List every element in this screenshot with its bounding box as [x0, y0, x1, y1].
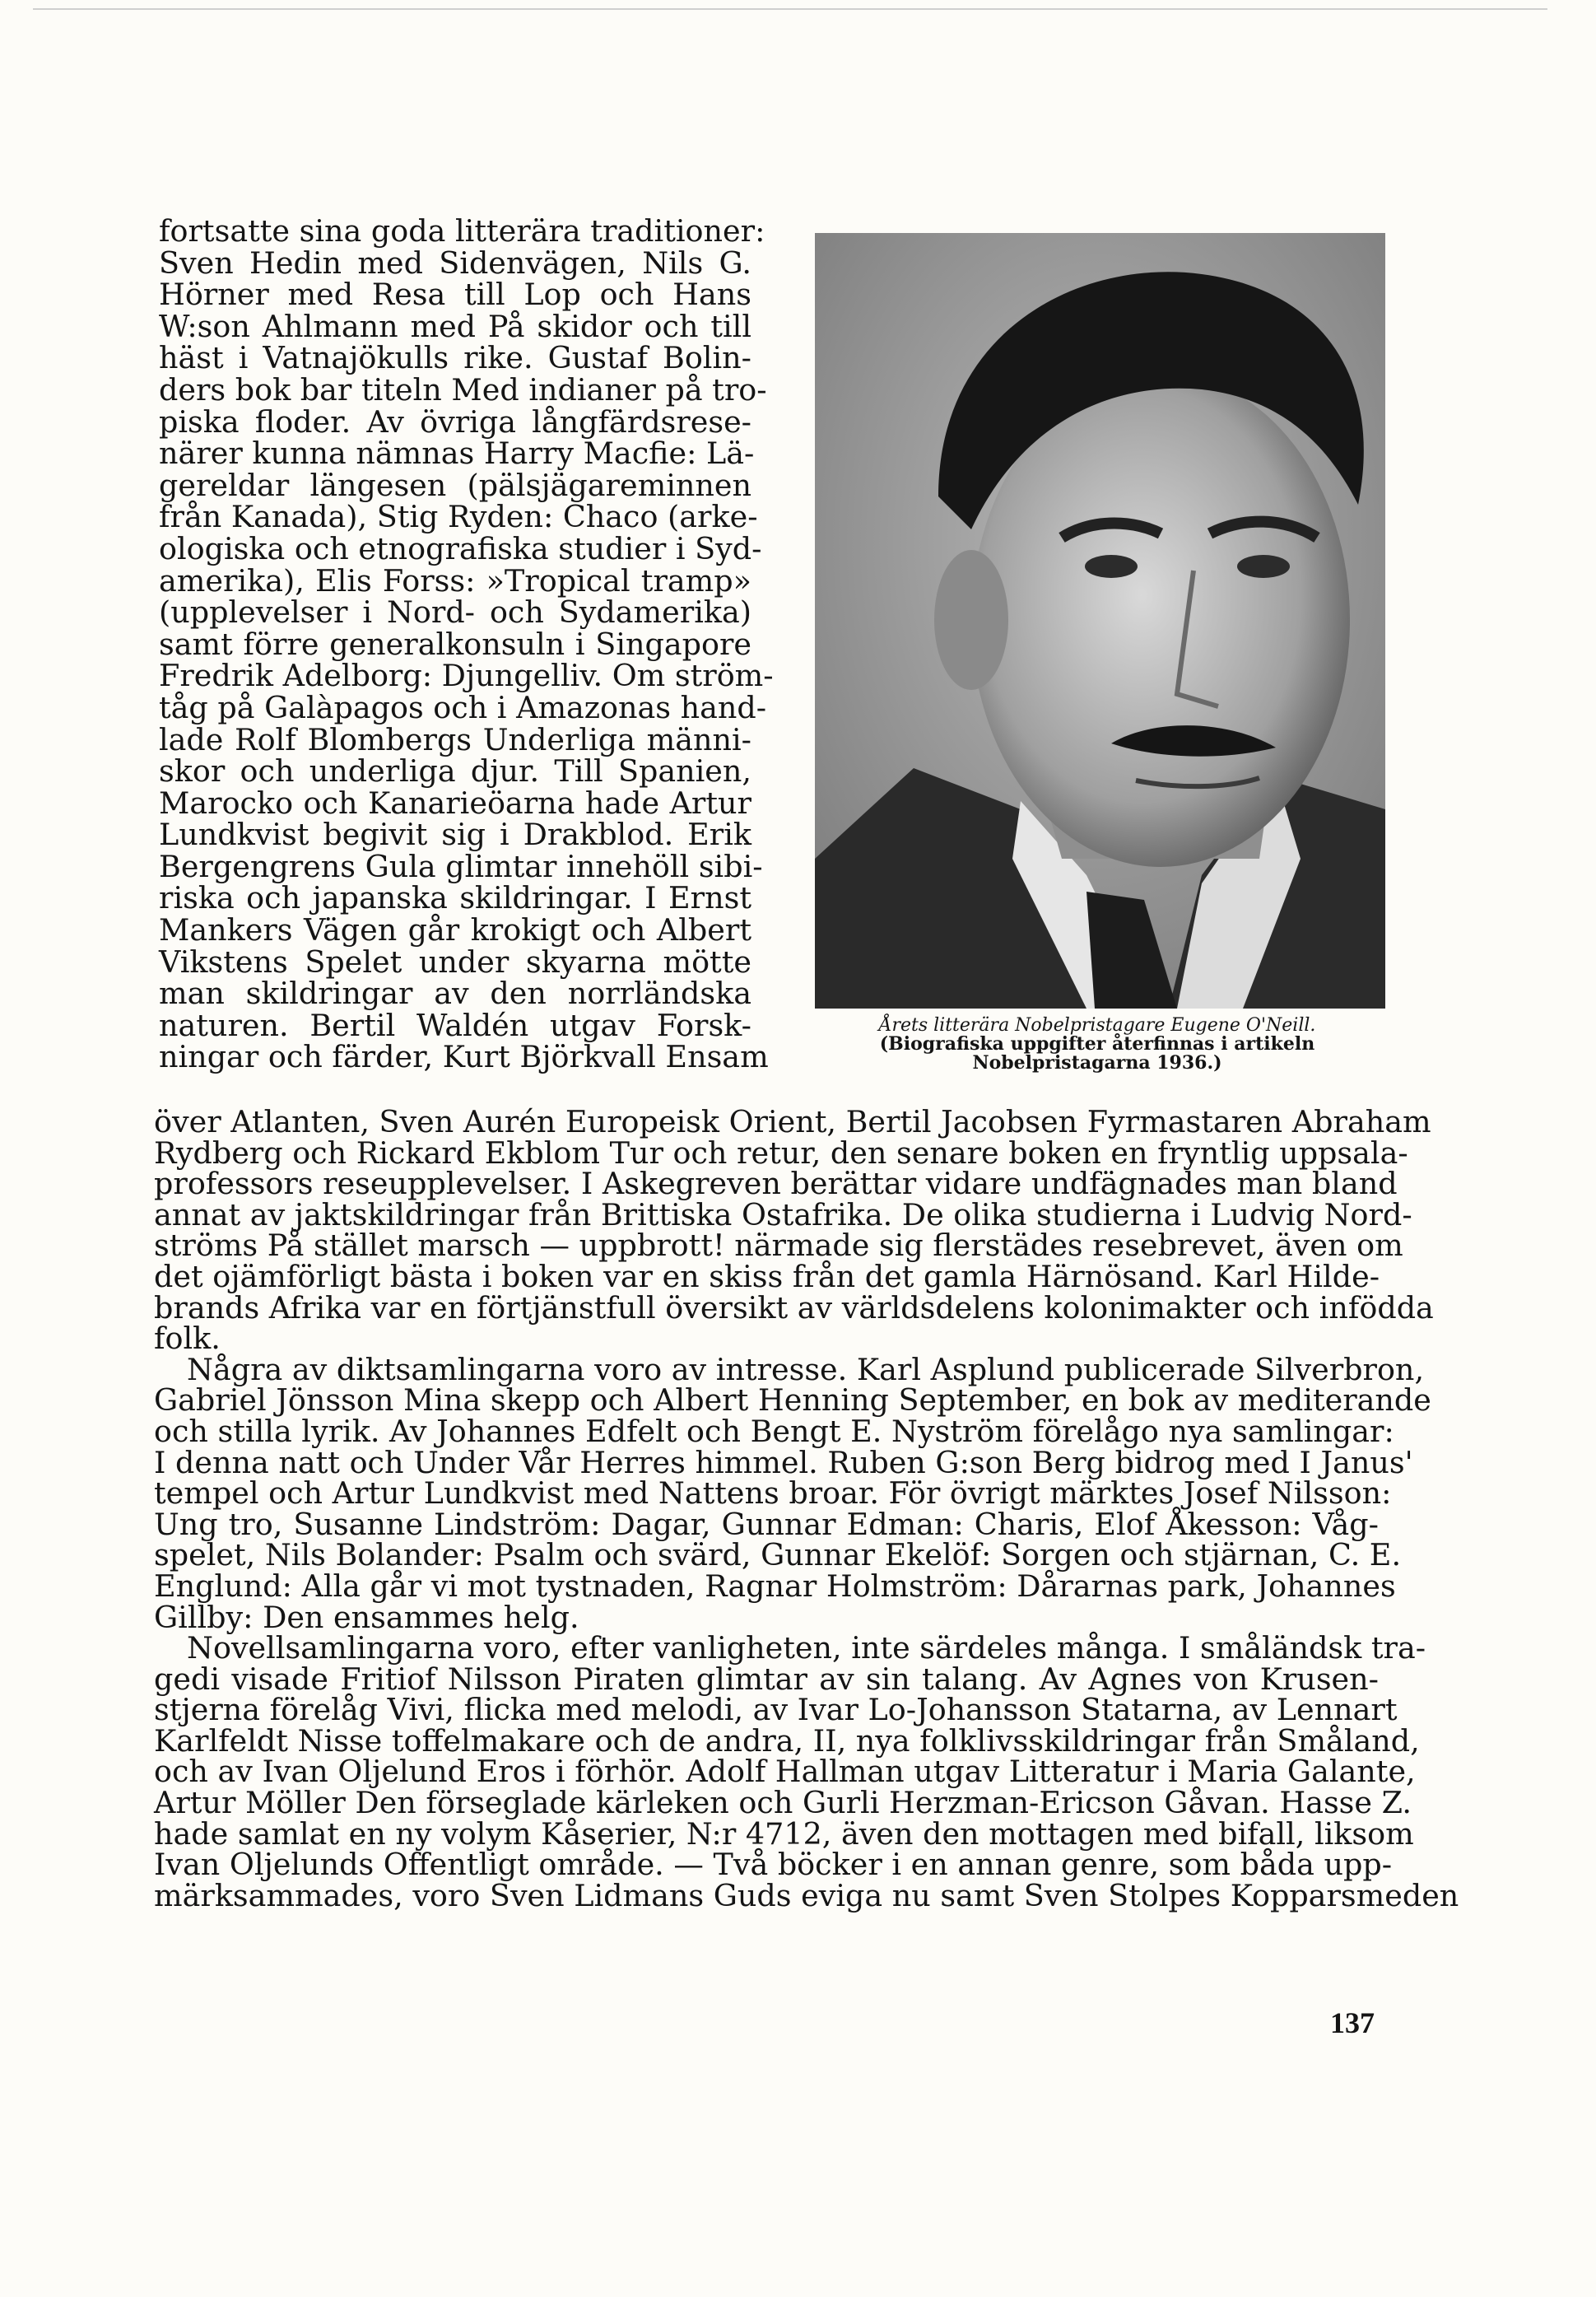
column-text-line: ologiska och etnografiska studier i Syd-: [159, 530, 762, 566]
photo-caption: [809, 1016, 1385, 1073]
column-text-line: (upplevelser i Nord- och Sydamerika): [159, 594, 751, 631]
column-text-line: skor och underliga djur. Till Spanien,: [159, 753, 751, 790]
paragraph-1-line: brands Afrika var en förtjänstfull översikt av världsdelens kolonimakter och infödda: [154, 1289, 1434, 1326]
body-text: [154, 1104, 1459, 1913]
paragraph-2-line: Gabriel Jönsson Mina skepp och Albert Henning September, en bok av mediterande: [154, 1382, 1431, 1419]
column-text-line: Fredrik Adelborg: Djungelliv. Om ström-: [159, 658, 774, 694]
caption-line-2: (Biografiska uppgifter återfinnas i artikeln: [879, 1033, 1315, 1055]
column-text-line: amerika), Elis Forss: »Tropical tramp»: [159, 562, 751, 599]
column-text-line: man skildringar av den norrländska: [159, 976, 751, 1012]
column-text-line: Bergengrens Gula glimtar innehöll sibi-: [159, 848, 763, 884]
column-text-line: Hörner med Resa till Lop och Hans: [159, 277, 751, 313]
paragraph-1-line: ströms På stället marsch — uppbrott! närmade sig flerstädes resebrevet, även om: [154, 1228, 1403, 1264]
column-text-line: naturen. Bertil Waldén utgav Forsk-: [159, 1007, 751, 1043]
column-text-line: gereldar längesen (pälsjägareminnen: [159, 467, 751, 503]
column-text-line: riska och japanska skildringar. I Ernst: [159, 880, 751, 916]
paragraph-2-line: och stilla lyrik. Av Johannes Edfelt och Bengt E. Nyström förelågo nya samlingar:: [154, 1413, 1394, 1449]
paragraph-1-line: Rydberg och Rickard Ekblom Tur och retur, den senare boken en fryntlig uppsala-: [154, 1135, 1408, 1171]
paragraph-3-line: stjerna förelåg Vivi, flicka med melodi, av Ivar Lo-Johansson Statarna, av Lennart: [154, 1692, 1398, 1728]
column-text: [159, 213, 774, 1075]
column-text-line: Sven Hedin med Sidenvägen, Nils G.: [159, 245, 751, 281]
caption-line-3: Nobelpristagarna 1936.): [972, 1052, 1222, 1074]
paragraph-1-line: det ojämförligt bästa i boken var en skiss från det gamla Härnösand. Karl Hilde-: [154, 1258, 1380, 1294]
column-text-line: lade Rolf Blombergs Underliga männi-: [159, 721, 751, 757]
paragraph-1-line: över Atlanten, Sven Aurén Europeisk Orient, Bertil Jacobsen Fyrmastaren Abraham: [154, 1104, 1431, 1139]
paragraph-2-line: Ung tro, Susanne Lindström: Dagar, Gunnar Edman: Charis, Elof Åkesson: Våg-: [154, 1506, 1379, 1542]
paragraph-2-line: Gillby: Den ensammes helg.: [154, 1599, 579, 1635]
column-text-line: tåg på Galàpagos och i Amazonas hand-: [159, 689, 767, 725]
paragraph-3-line: Karlfeldt Nisse toffelmakare och de andra, II, nya folklivsskildringar från Småland,: [154, 1722, 1420, 1759]
column-text-line: närer kunna nämnas Harry Macfie: Lä-: [159, 436, 755, 472]
column-text-line: fortsatte sina goda litterära traditioner:: [159, 213, 765, 249]
portrait-photo: [815, 233, 1385, 1009]
paragraph-2-line: Några av diktsamlingarna voro av intresse. Karl Asplund publicerade Silverbron,: [187, 1351, 1425, 1387]
paragraph-3-line: Novellsamlingarna voro, efter vanligheten, inte särdeles många. I småländsk tra-: [187, 1630, 1426, 1666]
paragraph-1-line: annat av jaktskildringar från Brittiska Ostafrika. De olika studierna i Ludvig Nord-: [154, 1196, 1412, 1232]
column-text-line: Marocko och Kanarieöarna hade Artur: [159, 785, 751, 821]
paragraph-3-line: Ivan Oljelunds Offentligt område. — Två böcker i en annan genre, som båda upp-: [154, 1847, 1393, 1883]
paragraph-3-line: hade samlat en ny volym Kåserier, N:r 4712, även den mottagen med bifall, liksom: [154, 1815, 1414, 1852]
paragraph-3-line: märksammades, voro Sven Lidmans Guds eviga nu samt Sven Stolpes Kopparsmeden: [154, 1877, 1459, 1913]
column-text-line: Vikstens Spelet under skyarna mötte: [159, 943, 751, 980]
page-edge-line: [33, 8, 1547, 10]
column-text-line: samt förre generalkonsuln i Singapore: [159, 626, 751, 662]
portrait-illustration: [815, 233, 1385, 1009]
paragraph-3-line: Artur Möller Den förseglade kärleken och Gurli Herzman-Ericson Gåvan. Hasse Z.: [154, 1785, 1412, 1821]
paragraph-3-line: och av Ivan Oljelund Eros i förhör. Adolf Hallman utgav Litteratur i Maria Galante,: [154, 1754, 1416, 1790]
column-text-line: piska floder. Av övriga långfärdsrese-: [159, 403, 751, 440]
column-text-line: W:son Ahlmann med På skidor och till: [159, 308, 751, 344]
paragraph-1-line: folk.: [154, 1321, 221, 1357]
paragraph-2-line: Englund: Alla går vi mot tystnaden, Ragnar Holmström: Dårarnas park, Johannes: [154, 1568, 1396, 1604]
column-text-line: Lundkvist begivit sig i Drakblod. Erik: [159, 817, 751, 853]
column-text-line: från Kanada), Stig Ryden: Chaco (arke-: [159, 499, 758, 535]
paragraph-1-line: professors reseupplevelser. I Askegreven berättar vidare undfägnades man bland: [154, 1166, 1398, 1202]
paragraph-2-line: I denna natt och Under Vår Herres himmel. Ruben G:son Berg bidrog med I Janus': [154, 1444, 1413, 1480]
column-text-line: häst i Vatnajökulls rike. Gustaf Bolin-: [159, 340, 751, 376]
page-number: 137: [1330, 2006, 1375, 2039]
column-text-line: ningar och färder, Kurt Björkvall Ensam: [159, 1039, 769, 1075]
caption-title: Årets litterära Nobelpristagare Eugene O'Neill.: [878, 1015, 1316, 1036]
paragraph-2-line: tempel och Artur Lundkvist med Nattens broar. För övrigt märktes Josef Nilsson:: [154, 1475, 1392, 1512]
paragraph-2-line: spelet, Nils Bolander: Psalm och svärd, Gunnar Ekelöf: Sorgen och stjärnan, C. E.: [154, 1537, 1402, 1573]
column-text-line: ders bok bar titeln Med indianer på tro-: [159, 371, 767, 408]
paragraph-3-line: gedi visade Fritiof Nilsson Piraten glimtar av sin talang. Av Agnes von Krusen-: [154, 1661, 1379, 1697]
column-text-line: Mankers Vägen går krokigt och Albert: [159, 912, 751, 948]
